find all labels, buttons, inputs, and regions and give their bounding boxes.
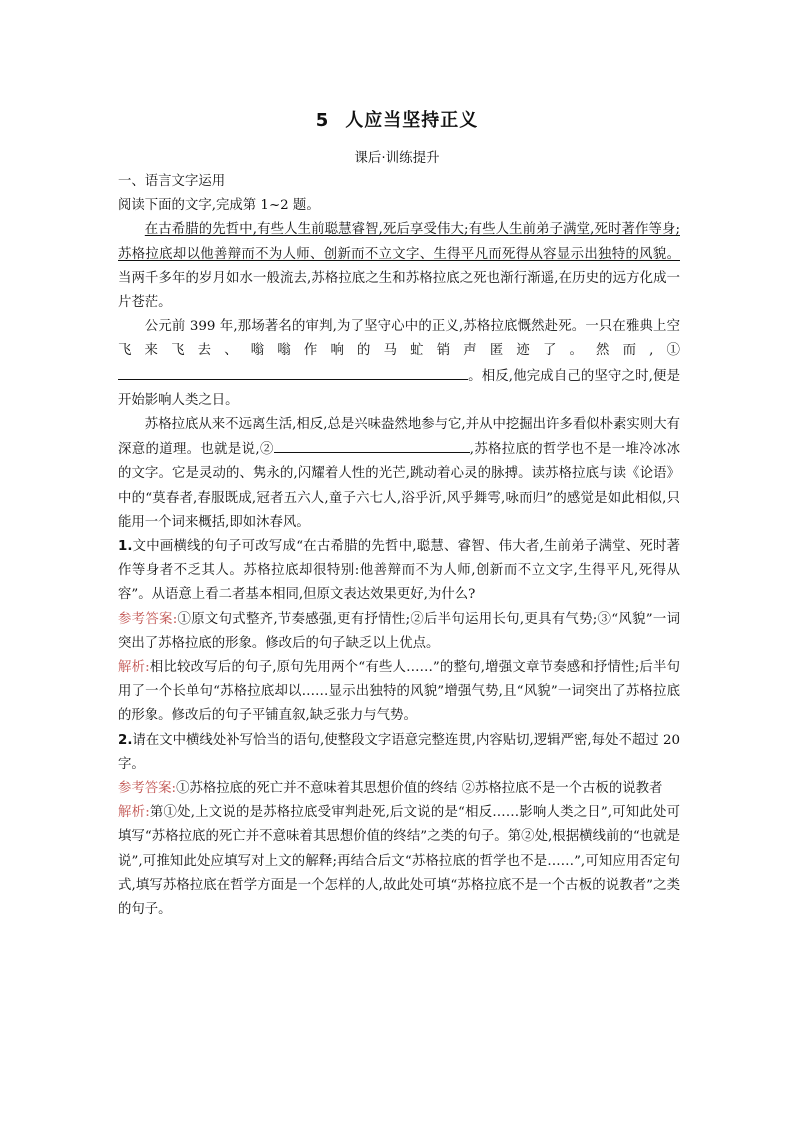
passage-p3-before: 苏格拉底从来不远离生活,相反,总是兴味盎然地参与它,并从中挖掘出许多看似朴素实则大有深意的道理。也就是说,: [118, 417, 680, 458]
question-number: 2.: [118, 732, 133, 748]
analysis-text: 第①处,上文说的是苏格拉底受审判赴死,后文说的是“相反……影响人类之日”,可知此处可填写“苏格拉底的死亡并不意味着其思想价值的终结”之类的句子。第②处,根据横线前的“也就是说”,可推知此处应填写对上文的解释;再结合后文“苏格拉底的哲学也不是……”,可知应用否定句式,填写苏格拉底在哲学方面是一个怎样的人,故此处可填“苏格拉底不是一个古板的说教者”之类的句子。: [118, 805, 680, 918]
lesson-title: 人应当坚持正义: [345, 110, 479, 131]
question-number: 1.: [118, 539, 133, 555]
section-heading: 一、语言文字运用: [118, 174, 226, 189]
page-title: [0, 106, 794, 132]
underlined-sentence: 在古希腊的先哲中,有些人生前聪慧睿智,死后享受伟大;有些人生前弟子满堂,死时著作等身;苏格拉底却以他善辩而不为人师、创新而不立文字、生得平凡而死得从容显示出独特的风貌。: [118, 222, 680, 262]
blank-marker-2: ②: [259, 442, 274, 458]
analysis-2: [118, 801, 680, 922]
analysis-label: 解析:: [118, 805, 150, 821]
answer-label: 参考答案:: [118, 781, 177, 797]
passage-p1-rest: 当两千多年的岁月如水一般流去,苏格拉底之生和苏格拉底之死也渐行渐遥,在历史的远方化成一片苍茫。: [118, 270, 680, 311]
page-subtitle: 课后·训练提升: [354, 150, 440, 166]
answer-label: 参考答案:: [118, 611, 178, 627]
passage-p2-before: 公元前 399 年,那场著名的审判,为了坚守心中的正义,苏格拉底慨然赴死。一只在雅典上空飞来飞去、嗡嗡作响的马虻销声匿迹了。然而,: [118, 319, 680, 359]
analysis-text: 相比较改写后的句子,原句先用两个“有些人……”的整句,增强文章节奏感和抒情性;后半句用了一个长单句“苏格拉底却以……显示出独特的风貌”增强气势,且“风貌”一词突出了苏格拉底的形象。修改后的句子平铺直叙,缺乏张力与气势。: [118, 660, 680, 724]
question-text: 请在文中横线处补写恰当的语句,使整段文字语意完整连贯,内容贴切,逻辑严密,每处不超过 20 字。: [118, 732, 680, 772]
lesson-number: 5: [315, 110, 330, 131]
blank-marker-1: ①: [653, 343, 680, 359]
passage-paragraph-2: [118, 315, 680, 413]
passage-p3-after: ,苏格拉底的哲学也不是一堆冷冰冰的文字。它是灵动的、隽永的,闪耀着人性的光芒,跳动着心灵的脉搏。读苏格拉底与读《论语》中的“莫春者,春服既成,冠者五六人,童子六七人,浴乎沂,风乎舞雩,咏而归”的感觉是如此相似,只能用一个词来概括,即如沐春风。: [118, 442, 681, 530]
answer-text: ①苏格拉底的死亡并不意味着其思想价值的终结 ②苏格拉底不是一个古板的说教者: [176, 781, 663, 797]
passage-p2-after: 。相反,他完成自己的坚守之时,便是开始影响人类之日。: [118, 368, 680, 408]
answer-1: [118, 608, 680, 656]
analysis-1: [118, 656, 680, 729]
answer-text: ①原文句式整齐,节奏感强,更有抒情性;②后半句运用长句,更具有气势;③“风貌”一词突出了苏格拉底的形象。修改后的句子缺乏以上优点。: [118, 611, 680, 651]
question-text: 文中画横线的句子可改写成“在古希腊的先哲中,聪慧、睿智、伟大者,生前弟子满堂、死时著作等身者不乏其人。苏格拉底却很特别:他善辩而不为人师,创新而不立文字,生得平凡,死得从容”。从语意上看二者基本相同,但原文表达效果更好,为什么?: [118, 539, 680, 603]
question-1: [118, 535, 680, 608]
passage-paragraph-1: [118, 218, 680, 315]
question-2: [118, 729, 680, 777]
passage-paragraph-3: [118, 413, 680, 535]
analysis-label: 解析:: [118, 660, 150, 676]
fill-blank-1[interactable]: [118, 364, 468, 380]
fill-blank-2[interactable]: [274, 437, 470, 453]
answer-2: [118, 777, 680, 801]
instruction: 阅读下面的文字,完成第 1~2 题。: [118, 198, 320, 214]
document-body: [118, 170, 680, 922]
